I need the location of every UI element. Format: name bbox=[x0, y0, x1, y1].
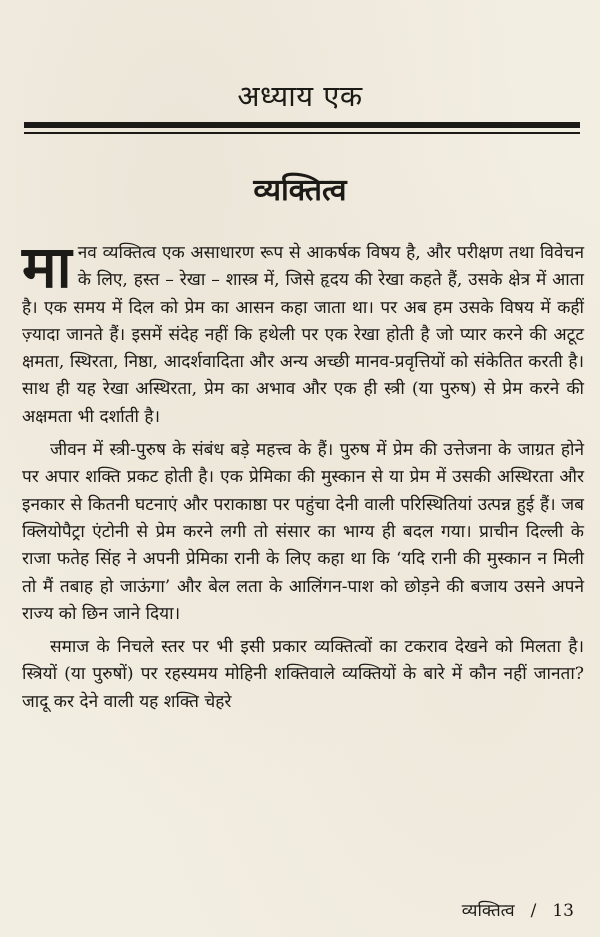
paragraph-1-text: नव व्यक्तित्व एक असाधारण रूप से आकर्षक विषय है, और परीक्षण तथा विवेचन के लिए, हस्त – रेखा – शास्त्र में, जिसे हृदय की रेखा कहते हैं, उसके क्षेत्र में आता है। एक समय में दिल को प्रेम का आसन कहा जाता था। पर अब हम उसके विषय में कहीं ज़्यादा जानते हैं। इसमें संदेह नहीं कि हथेली पर एक रेखा होती है जो प्यार करने की अटूट क्षमता, स्थिरता, निष्ठा, आदर्शवादिता और अन्य अच्छी मानव-प्रवृत्तियों को संकेतित करती है। साथ ही यह रेखा अस्थिरता, प्रेम का अभाव और एक ही स्त्री (या पुरुष) से प्रेम करने की अक्षमता भी दर्शाती है। bbox=[22, 243, 584, 427]
page-number: 13 bbox=[552, 901, 574, 921]
heading-rule-thin bbox=[24, 132, 580, 134]
chapter-number: अध्याय एक bbox=[237, 79, 363, 113]
body-text bbox=[22, 233, 584, 716]
running-title: व्यक्तित्व bbox=[461, 901, 515, 921]
paragraph-1 bbox=[22, 233, 584, 431]
chapter-title: व्यक्तित्व bbox=[253, 173, 347, 208]
paragraph-2: जीवन में स्त्री-पुरुष के संबंध बड़े महत्त्व के हैं। पुरुष में प्रेम की उत्तेजना के जाग्रत होने पर अपार शक्ति प्रकट होती है। एक प्रेमिका की मुस्कान से या प्रेम में उसकी अस्थिरता और इनकार से कितनी घटनाएं और पराकाष्ठा पर पहुंचा देनी वाली परिस्थितियां उत्पन्न हुई हैं। जब क्लियोपैट्रा एंटोनी से प्रेम करने लगी तो संसार का भाग्य ही बदल गया। प्राचीन दिल्ली के राजा फतेह सिंह ने अपनी प्रेमिका रानी के लिए कहा था कि ‘यदि रानी की मुस्कान न मिली तो मैं तबाह हो जाऊंगा’ और बेल लता के आलिंगन-पाश को छोड़ने की बजाय उसने अपने राज्य को छिन जाने दिया। bbox=[22, 440, 584, 624]
show-through-text bbox=[20, 0, 590, 18]
drop-cap: मा bbox=[22, 233, 72, 301]
paragraph-3: समाज के निचले स्तर पर भी इसी प्रकार व्यक्तित्वों का टकराव देखने को मिलता है। स्त्रियों (या पुरुषों) पर रहस्यमय मोहिनी शक्तिवाले व्यक्तियों के बारे में कौन नहीं जानता? जादू कर देने वाली यह शक्ति चेहरे bbox=[22, 637, 584, 712]
footer-separator: / bbox=[530, 901, 537, 921]
heading-rule-thick bbox=[24, 122, 580, 128]
page-footer bbox=[462, 898, 574, 921]
